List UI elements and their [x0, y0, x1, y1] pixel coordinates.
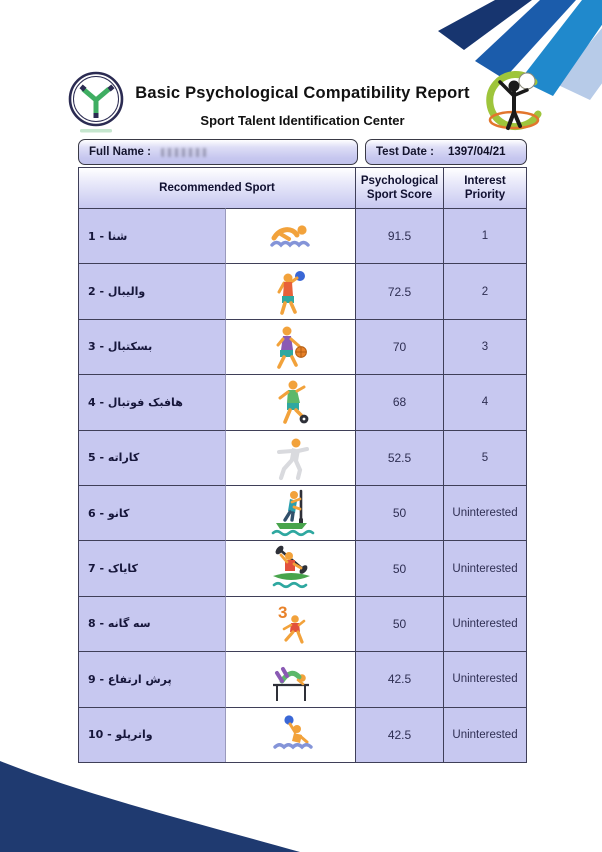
sport-name-cell: کاراته - 5 — [79, 430, 226, 485]
results-table — [78, 167, 527, 763]
sport-icon-cell — [226, 374, 356, 429]
score-cell: 42.5 — [356, 651, 444, 706]
football-icon — [267, 378, 315, 426]
sport-icon-cell — [226, 707, 356, 762]
sport-icon-cell — [226, 540, 356, 595]
score-cell: 50 — [356, 540, 444, 595]
score-cell: 68 — [356, 374, 444, 429]
volleyball-icon — [267, 268, 315, 316]
priority-cell: 2 — [444, 263, 526, 318]
header-psychological-sport-score: Psychological Sport Score — [356, 168, 444, 208]
sport-icon-cell — [226, 485, 356, 540]
test-date-field — [365, 139, 527, 165]
page-subtitle: Sport Talent Identification Center — [200, 113, 405, 128]
high-jump-icon — [267, 655, 315, 703]
priority-cell: Uninterested — [444, 485, 526, 540]
sport-name-cell: سه گانه - 8 — [79, 596, 226, 651]
sport-icon-cell — [226, 651, 356, 706]
score-cell: 91.5 — [356, 208, 444, 263]
priority-cell: Uninterested — [444, 707, 526, 762]
priority-cell: Uninterested — [444, 651, 526, 706]
score-cell: 70 — [356, 319, 444, 374]
basketball-icon — [267, 323, 315, 371]
header-interest-priority: Interest Priority — [444, 168, 526, 208]
test-date-value: 1397/04/21 — [447, 146, 506, 158]
priority-cell: Uninterested — [444, 596, 526, 651]
sport-name-cell: شنا - 1 — [79, 208, 226, 263]
sport-name-cell: والیبال - 2 — [79, 263, 226, 318]
canoe-icon — [267, 489, 315, 537]
kayak-icon — [267, 545, 315, 593]
priority-cell: Uninterested — [444, 540, 526, 595]
sport-name-cell: کایاک - 7 — [79, 540, 226, 595]
sport-icon-cell — [226, 596, 356, 651]
full-name-field — [78, 139, 358, 165]
sport-name-cell: هافبک فوتبال - 4 — [79, 374, 226, 429]
score-cell: 50 — [356, 596, 444, 651]
sport-name-cell: بسکتبال - 3 — [79, 319, 226, 374]
score-cell: 72.5 — [356, 263, 444, 318]
triathlon-icon — [267, 600, 315, 648]
priority-cell: 3 — [444, 319, 526, 374]
swimming-icon — [267, 212, 315, 260]
full-name-label: Full Name : — [89, 146, 151, 158]
page-title: Basic Psychological Compatibility Report — [135, 84, 470, 102]
karate-icon — [267, 434, 315, 482]
sport-name-cell: واترپلو - 10 — [79, 707, 226, 762]
header-recommended-sport: Recommended Sport — [79, 168, 356, 208]
full-name-value-redacted — [161, 148, 207, 157]
corner-wave-decoration — [0, 757, 300, 852]
sport-icon-cell — [226, 319, 356, 374]
score-cell: 52.5 — [356, 430, 444, 485]
sport-icon-cell — [226, 208, 356, 263]
priority-cell: 5 — [444, 430, 526, 485]
score-cell: 42.5 — [356, 707, 444, 762]
priority-cell: 1 — [444, 208, 526, 263]
sport-icon-cell — [226, 263, 356, 318]
report-header — [130, 84, 475, 128]
talent-center-logo — [480, 68, 548, 142]
water-polo-icon — [267, 711, 315, 759]
priority-cell: 4 — [444, 374, 526, 429]
sport-name-cell: کانو - 6 — [79, 485, 226, 540]
sport-icon-cell — [226, 430, 356, 485]
center-logo — [66, 70, 128, 136]
test-date-label: Test Date : — [376, 146, 434, 158]
score-cell: 50 — [356, 485, 444, 540]
sport-name-cell: پرش ارتفاع - 9 — [79, 651, 226, 706]
svg-text:3: 3 — [277, 602, 287, 622]
